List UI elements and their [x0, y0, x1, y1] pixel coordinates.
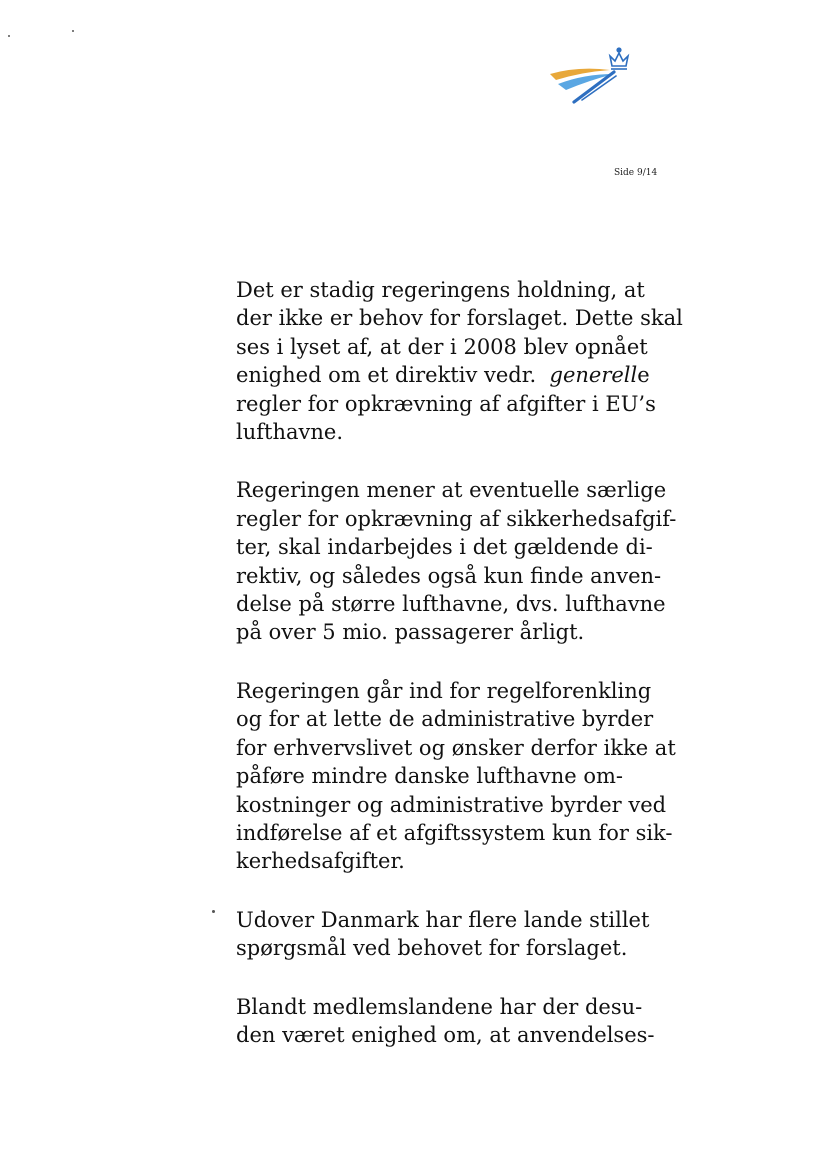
text-line: Udover Danmark har flere lande stillet — [236, 907, 650, 932]
text-line: indførelse af et afgiftssystem kun for sik- — [236, 820, 673, 845]
text-line: og for at lette de administrative byrder — [236, 707, 654, 732]
text-line — [236, 361, 706, 389]
text-line: lufthavne. — [236, 420, 343, 445]
text-line: regler for opkrævning af sikkerhedsafgif- — [236, 506, 677, 531]
text-line: regler for opkrævning af afgifter i EU’s — [236, 391, 656, 416]
text-line: der ikke er behov for forslaget. Dette skal — [236, 306, 683, 331]
text-line: Blandt medlemslandene har der desu- — [236, 994, 643, 1019]
italic-word-suffix: e — [637, 363, 650, 388]
page-number: Side 9/14 — [614, 168, 658, 178]
scan-speck — [72, 30, 74, 32]
text-line: Regeringen mener at eventuelle særlige — [236, 478, 667, 503]
text-line: på over 5 mio. passagerer årligt. — [236, 620, 585, 645]
text-line: den været enighed om, at anvendelses- — [236, 1022, 655, 1047]
text-line: delse på større lufthavne, dvs. lufthavne — [236, 592, 666, 617]
paragraph-5 — [236, 993, 706, 1050]
document-body — [236, 276, 706, 1049]
scan-speck — [8, 35, 10, 37]
text-line: ter, skal indarbejdes i det gældende di- — [236, 535, 653, 560]
scan-speck — [212, 910, 215, 913]
text-line: kerhedsafgifter. — [236, 849, 405, 874]
text-line: Regeringen går ind for regelforenkling — [236, 678, 652, 703]
paragraph-4 — [236, 906, 706, 963]
text-line: påføre mindre danske lufthavne om- — [236, 764, 623, 789]
text-line: spørgsmål ved behovet for forslaget. — [236, 936, 628, 961]
crown-road-logo-icon — [548, 40, 640, 110]
text-line: Det er stadig regeringens holdning, at — [236, 278, 645, 302]
text-line: for erhvervslivet og ønsker derfor ikke at — [236, 735, 676, 760]
text-line-part: enighed om et direktiv vedr. — [236, 363, 537, 388]
paragraph-3 — [236, 677, 706, 876]
paragraph-2 — [236, 476, 706, 646]
text-line: kostninger og administrative byrder ved — [236, 792, 667, 817]
text-line: rektiv, og således også kun finde anven- — [236, 563, 662, 588]
paragraph-1 — [236, 276, 706, 446]
italic-word: generell — [549, 363, 638, 388]
text-line: ses i lyset af, at der i 2008 blev opnået — [236, 334, 648, 359]
